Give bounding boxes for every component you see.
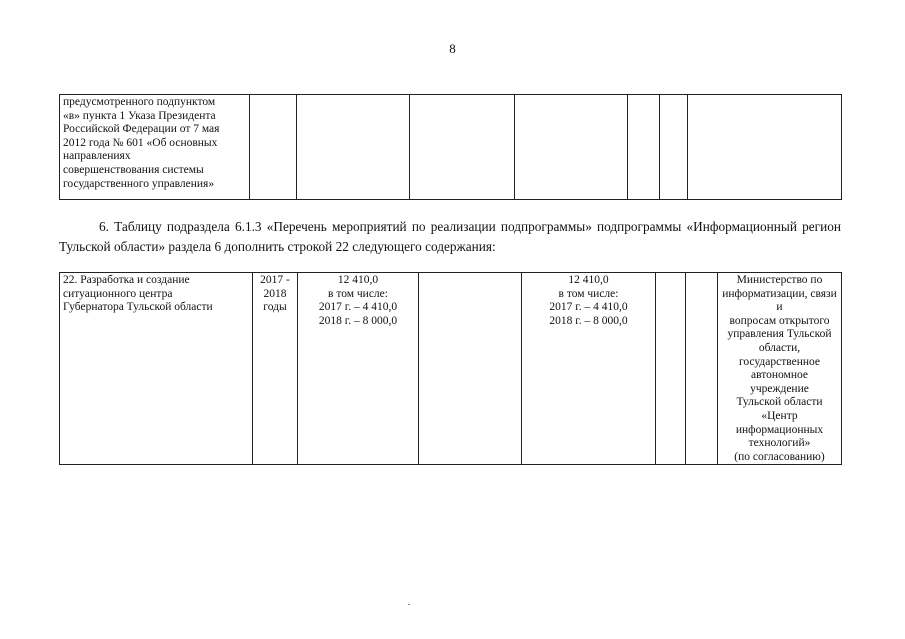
measure-name-line: Губернатора Тульской области	[63, 301, 213, 314]
table-cell	[515, 95, 628, 200]
responsible-line: информатизации, связи и	[722, 287, 837, 314]
years-line: годы	[263, 301, 287, 314]
responsible-cell	[718, 273, 842, 465]
funding-line: 12 410,0	[568, 274, 609, 286]
measure-name-line: ситуационного центра	[63, 287, 173, 300]
funding-line: 12 410,0	[337, 274, 379, 286]
table-cell	[419, 273, 522, 465]
body-paragraph	[59, 217, 841, 257]
scan-speck	[408, 604, 410, 605]
responsible-line: технологий»	[748, 437, 811, 450]
measure-name-line: «в» пункта 1 Указа Президента	[63, 109, 216, 122]
table-row	[60, 95, 842, 200]
table-row	[60, 273, 842, 465]
responsible-line: управления Тульской	[727, 328, 832, 341]
total-funding-cell	[298, 273, 419, 465]
responsible-line: Тульской области	[736, 396, 823, 409]
funding-line: 2017 г. – 4 410,0	[318, 301, 398, 314]
table-cell	[250, 95, 297, 200]
years-line: 2017 -	[260, 274, 290, 286]
responsible-line: Министерство по	[736, 274, 823, 286]
regional-funding-cell	[522, 273, 656, 465]
continuation-table	[59, 94, 842, 200]
table-cell	[656, 273, 686, 465]
table-cell	[410, 95, 515, 200]
funding-line: 2018 г. – 8 000,0	[549, 314, 628, 327]
paragraph-line: «Информационный регион Тульской области» раздела 6 дополнить строкой 22 следующего содержания:	[59, 219, 841, 254]
measure-name-line: Российской Федерации от 7 мая	[63, 123, 220, 136]
years-line: 2018	[263, 287, 287, 300]
years-cell	[253, 273, 298, 465]
responsible-line: (по согласованию)	[734, 450, 825, 463]
measure-name-line: 22. Разработка и создание	[63, 274, 190, 286]
funding-line: 2018 г. – 8 000,0	[318, 314, 398, 327]
measure-name-line: предусмотренного подпунктом	[63, 96, 216, 108]
measure-name-line: 2012 года № 601 «Об основных	[63, 136, 218, 149]
paragraph-line: 6. Таблицу подраздела 6.1.3 «Перечень мероприятий по реализации подпрограммы» подпрограммы	[99, 219, 682, 234]
funding-line: 2017 г. – 4 410,0	[549, 301, 628, 314]
page-number: 8	[449, 41, 456, 56]
table-cell	[688, 95, 842, 200]
measure-name-line: совершенствования системы	[63, 163, 204, 176]
responsible-line: вопросам открытого	[729, 314, 830, 327]
measure-name-cell	[60, 95, 250, 200]
funding-line: в том числе:	[558, 287, 619, 300]
funding-line: в том числе:	[328, 287, 388, 300]
measure-name-line: направлениях	[63, 150, 131, 163]
new-row-table	[59, 272, 842, 465]
responsible-line: «Центр информационных	[735, 409, 824, 436]
table-cell	[686, 273, 718, 465]
measure-name-cell	[60, 273, 253, 465]
table-cell	[660, 95, 688, 200]
measure-name-line: государственного управления»	[63, 177, 215, 190]
table-cell	[628, 95, 660, 200]
responsible-line: автономное учреждение	[750, 369, 809, 395]
table-cell	[297, 95, 410, 200]
responsible-line: области, государственное	[738, 341, 821, 368]
